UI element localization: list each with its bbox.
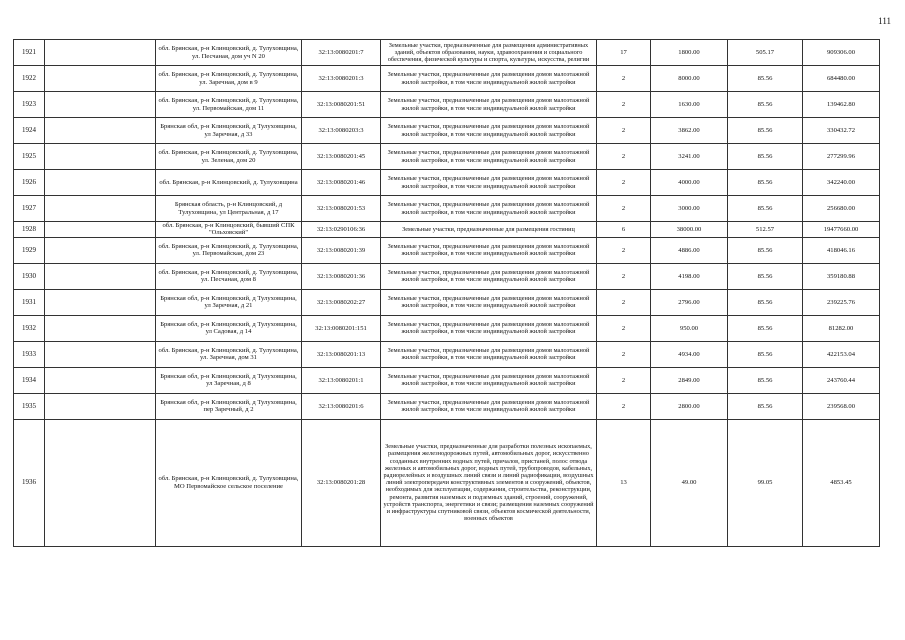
land-use-cell: Земельные участки, предназначенные для размещения домов малоэтажной жилой застройки, в том числе индивидуальной жилой застройки bbox=[381, 315, 597, 341]
table-row bbox=[14, 419, 880, 546]
address-cell: Брянская обл, р-н Клинцовский, д Тулуховщина, ул Заречная, д 21 bbox=[156, 289, 302, 315]
blank-cell bbox=[45, 237, 156, 263]
area-cell: 1800.00 bbox=[651, 40, 728, 66]
area-cell: 3241.00 bbox=[651, 144, 728, 170]
table-row bbox=[14, 144, 880, 170]
row-number: 1931 bbox=[14, 289, 45, 315]
address-cell: Брянская область, р-н Клинцовский, д Тулуховщина, ул Центральная, д 17 bbox=[156, 196, 302, 222]
row-number: 1922 bbox=[14, 66, 45, 92]
table-row bbox=[14, 40, 880, 66]
cadastral-value-cell: 359180.88 bbox=[803, 263, 880, 289]
blank-cell bbox=[45, 263, 156, 289]
cadastral-number-cell: 32:13:0290106:36 bbox=[302, 222, 381, 238]
land-use-cell: Земельные участки, предназначенные для размещения домов малоэтажной жилой застройки, в том числе индивидуальной жилой застройки bbox=[381, 367, 597, 393]
cadastral-value-cell: 243760.44 bbox=[803, 367, 880, 393]
table-row bbox=[14, 118, 880, 144]
group-cell: 2 bbox=[597, 144, 651, 170]
blank-cell bbox=[45, 118, 156, 144]
cadastral-number-cell: 32:13:0080201:45 bbox=[302, 144, 381, 170]
blank-cell bbox=[45, 419, 156, 546]
land-use-cell: Земельные участки, предназначенные для размещения домов малоэтажной жилой застройки, в том числе индивидуальной жилой застройки bbox=[381, 144, 597, 170]
area-cell: 2800.00 bbox=[651, 393, 728, 419]
land-use-cell: Земельные участки, предназначенные для размещения домов малоэтажной жилой застройки, в том числе индивидуальной жилой застройки bbox=[381, 118, 597, 144]
cadastral-value-table bbox=[13, 39, 880, 547]
cadastral-value-cell: 239225.76 bbox=[803, 289, 880, 315]
row-number: 1929 bbox=[14, 237, 45, 263]
row-number: 1926 bbox=[14, 170, 45, 196]
blank-cell bbox=[45, 144, 156, 170]
group-cell: 6 bbox=[597, 222, 651, 238]
cadastral-number-cell: 32:13:0080201:13 bbox=[302, 341, 381, 367]
area-cell: 2849.00 bbox=[651, 367, 728, 393]
row-number: 1921 bbox=[14, 40, 45, 66]
row-number: 1933 bbox=[14, 341, 45, 367]
cadastral-number-cell: 32:13:0080201:6 bbox=[302, 393, 381, 419]
rate-cell: 85.56 bbox=[728, 263, 803, 289]
cadastral-value-cell: 684480.00 bbox=[803, 66, 880, 92]
group-cell: 2 bbox=[597, 289, 651, 315]
cadastral-value-cell: 4853.45 bbox=[803, 419, 880, 546]
cadastral-number-cell: 32:13:0080201:39 bbox=[302, 237, 381, 263]
cadastral-value-cell: 277299.96 bbox=[803, 144, 880, 170]
land-use-cell: Земельные участки, предназначенные для размещения домов малоэтажной жилой застройки, в том числе индивидуальной жилой застройки bbox=[381, 92, 597, 118]
area-cell: 3862.00 bbox=[651, 118, 728, 144]
cadastral-value-cell: 909306.00 bbox=[803, 40, 880, 66]
row-number: 1935 bbox=[14, 393, 45, 419]
rate-cell: 85.56 bbox=[728, 289, 803, 315]
blank-cell bbox=[45, 40, 156, 66]
group-cell: 2 bbox=[597, 92, 651, 118]
land-use-cell: Земельные участки, предназначенные для размещения домов малоэтажной жилой застройки, в том числе индивидуальной жилой застройки bbox=[381, 263, 597, 289]
address-cell: обл. Брянская, р-н Клинцовский, д. Тулуховщина, ул. Зеленая, дом 20 bbox=[156, 144, 302, 170]
cadastral-number-cell: 32:13:0080201:7 bbox=[302, 40, 381, 66]
rate-cell: 85.56 bbox=[728, 144, 803, 170]
rate-cell: 85.56 bbox=[728, 367, 803, 393]
rate-cell: 505.17 bbox=[728, 40, 803, 66]
group-cell: 2 bbox=[597, 341, 651, 367]
area-cell: 4198.00 bbox=[651, 263, 728, 289]
blank-cell bbox=[45, 222, 156, 238]
cadastral-number-cell: 32:13:0080201:51 bbox=[302, 92, 381, 118]
group-cell: 2 bbox=[597, 315, 651, 341]
address-cell: Брянская обл, р-н Клинцовский, д Тулуховщина, ул Заречная, д 33 bbox=[156, 118, 302, 144]
address-cell: обл. Брянская, р-н Клинцовский, д. Тулуховщина, ул. Заречная, дом в 9 bbox=[156, 66, 302, 92]
rate-cell: 85.56 bbox=[728, 237, 803, 263]
cadastral-value-cell: 239568.00 bbox=[803, 393, 880, 419]
group-cell: 2 bbox=[597, 237, 651, 263]
table-row bbox=[14, 66, 880, 92]
blank-cell bbox=[45, 393, 156, 419]
area-cell: 4934.00 bbox=[651, 341, 728, 367]
cadastral-value-cell: 418046.16 bbox=[803, 237, 880, 263]
address-cell: Брянская обл, р-н Клинцовский, д Тулуховщина, ул Садовая, д 14 bbox=[156, 315, 302, 341]
table-row bbox=[14, 92, 880, 118]
land-use-cell: Земельные участки, предназначенные для размещения домов малоэтажной жилой застройки, в том числе индивидуальной жилой застройки bbox=[381, 289, 597, 315]
table-row bbox=[14, 341, 880, 367]
blank-cell bbox=[45, 196, 156, 222]
table-row bbox=[14, 196, 880, 222]
area-cell: 2796.00 bbox=[651, 289, 728, 315]
table-row bbox=[14, 367, 880, 393]
address-cell: Брянская обл, р-н Клинцовский, д Тулуховщина, пер Заречный, д 2 bbox=[156, 393, 302, 419]
address-cell: обл. Брянская, р-н Клинцовский, д. Тулуховщина, ул. Заречная, дом 31 bbox=[156, 341, 302, 367]
table-row bbox=[14, 237, 880, 263]
rate-cell: 85.56 bbox=[728, 341, 803, 367]
land-use-cell: Земельные участки, предназначенные для размещения домов малоэтажной жилой застройки, в том числе индивидуальной жилой застройки bbox=[381, 341, 597, 367]
cadastral-value-cell: 139462.80 bbox=[803, 92, 880, 118]
table-row bbox=[14, 393, 880, 419]
address-cell: обл. Брянская, р-н Клинцовский, д. Тулуховщина, ул. Песчаная, дом 8 bbox=[156, 263, 302, 289]
land-use-cell: Земельные участки, предназначенные для разработки полезных ископаемых, размещения железнодорожных путей, автомобильных дорог, искусственно созданных внутренних водных путей, причалов, пристаней, полос отвода железных и автомобильных дорог, водных путей, трубопроводов, кабельных, радиорелейных и воздушных линий связи и линий радиофикации, воздушных линий электропередачи конструктивных элементов и сооружений, объектов, необходимых для эксплуатации, содержания, строительства, реконструкции, ремонта, развития наземных и подземных зданий, строений, сооружений, устройств транспорта, энергетики и связи; размещения наземных сооружений и инфраструктуры спутниковой связи, объектов космической деятельности, военных объектов bbox=[381, 419, 597, 546]
blank-cell bbox=[45, 315, 156, 341]
blank-cell bbox=[45, 367, 156, 393]
rate-cell: 99.05 bbox=[728, 419, 803, 546]
land-use-cell: Земельные участки, предназначенные для размещения домов малоэтажной жилой застройки, в том числе индивидуальной жилой застройки bbox=[381, 66, 597, 92]
rate-cell: 512.57 bbox=[728, 222, 803, 238]
cadastral-value-cell: 330432.72 bbox=[803, 118, 880, 144]
group-cell: 2 bbox=[597, 170, 651, 196]
row-number: 1923 bbox=[14, 92, 45, 118]
rate-cell: 85.56 bbox=[728, 66, 803, 92]
group-cell: 2 bbox=[597, 393, 651, 419]
cadastral-number-cell: 32:13:0080201:46 bbox=[302, 170, 381, 196]
cadastral-number-cell: 32:13:0080201:53 bbox=[302, 196, 381, 222]
group-cell: 2 bbox=[597, 263, 651, 289]
group-cell: 2 bbox=[597, 118, 651, 144]
rate-cell: 85.56 bbox=[728, 196, 803, 222]
address-cell: обл. Брянская, р-н Клинцовский, д. Тулуховщина, ул. Песчаная, дом уч N 20 bbox=[156, 40, 302, 66]
land-use-cell: Земельные участки, предназначенные для размещения домов малоэтажной жилой застройки, в том числе индивидуальной жилой застройки bbox=[381, 170, 597, 196]
group-cell: 2 bbox=[597, 367, 651, 393]
area-cell: 4886.00 bbox=[651, 237, 728, 263]
table-row bbox=[14, 289, 880, 315]
address-cell: обл. Брянская, р-н Клинцовский, д. Тулуховщина bbox=[156, 170, 302, 196]
row-number: 1924 bbox=[14, 118, 45, 144]
land-use-cell: Земельные участки, предназначенные для размещения административных зданий, объектов образования, науки, здравоохранения и социального обеспечения, физической культуры и спорта, культуры, искусства, религии bbox=[381, 40, 597, 66]
row-number: 1936 bbox=[14, 419, 45, 546]
rate-cell: 85.56 bbox=[728, 118, 803, 144]
blank-cell bbox=[45, 92, 156, 118]
cadastral-value-cell: 256680.00 bbox=[803, 196, 880, 222]
rate-cell: 85.56 bbox=[728, 393, 803, 419]
address-cell: обл. Брянская, р-н Клинцовский, д. Тулуховщина, ул. Первомайская, дом 11 bbox=[156, 92, 302, 118]
table-row bbox=[14, 263, 880, 289]
area-cell: 49.00 bbox=[651, 419, 728, 546]
blank-cell bbox=[45, 341, 156, 367]
cadastral-value-cell: 19477660.00 bbox=[803, 222, 880, 238]
blank-cell bbox=[45, 170, 156, 196]
row-number: 1930 bbox=[14, 263, 45, 289]
area-cell: 3000.00 bbox=[651, 196, 728, 222]
area-cell: 8000.00 bbox=[651, 66, 728, 92]
cadastral-number-cell: 32:13:0080201:151 bbox=[302, 315, 381, 341]
area-cell: 950.00 bbox=[651, 315, 728, 341]
rate-cell: 85.56 bbox=[728, 92, 803, 118]
land-use-cell: Земельные участки, предназначенные для размещения гостиниц bbox=[381, 222, 597, 238]
area-cell: 38000.00 bbox=[651, 222, 728, 238]
address-cell: обл. Брянская, р-н Клинцовский, д. Тулуховщина, МО Первомайское сельское поселение bbox=[156, 419, 302, 546]
blank-cell bbox=[45, 289, 156, 315]
cadastral-number-cell: 32:13:0080201:1 bbox=[302, 367, 381, 393]
cadastral-value-cell: 422153.04 bbox=[803, 341, 880, 367]
land-use-cell: Земельные участки, предназначенные для размещения домов малоэтажной жилой застройки, в том числе индивидуальной жилой застройки bbox=[381, 196, 597, 222]
row-number: 1932 bbox=[14, 315, 45, 341]
cadastral-number-cell: 32:13:0080201:36 bbox=[302, 263, 381, 289]
row-number: 1927 bbox=[14, 196, 45, 222]
cadastral-number-cell: 32:13:0080203:3 bbox=[302, 118, 381, 144]
land-use-cell: Земельные участки, предназначенные для размещения домов малоэтажной жилой застройки, в том числе индивидуальной жилой застройки bbox=[381, 237, 597, 263]
group-cell: 2 bbox=[597, 196, 651, 222]
land-use-cell: Земельные участки, предназначенные для размещения домов малоэтажной жилой застройки, в том числе индивидуальной жилой застройки bbox=[381, 393, 597, 419]
blank-cell bbox=[45, 66, 156, 92]
cadastral-number-cell: 32:13:0080202:27 bbox=[302, 289, 381, 315]
table-row bbox=[14, 315, 880, 341]
row-number: 1934 bbox=[14, 367, 45, 393]
address-cell: обл. Брянская, р-н Клинцовский, д. Тулуховщина, ул. Первомайская, дом 23 bbox=[156, 237, 302, 263]
group-cell: 13 bbox=[597, 419, 651, 546]
cadastral-number-cell: 32:13:0080201:3 bbox=[302, 66, 381, 92]
group-cell: 2 bbox=[597, 66, 651, 92]
cadastral-number-cell: 32:13:0080201:28 bbox=[302, 419, 381, 546]
group-cell: 17 bbox=[597, 40, 651, 66]
cadastral-value-cell: 81282.00 bbox=[803, 315, 880, 341]
address-cell: Брянская обл, р-н Клинцовский, д Тулуховщина, ул Заречная, д 8 bbox=[156, 367, 302, 393]
cadastral-value-cell: 342240.00 bbox=[803, 170, 880, 196]
rate-cell: 85.56 bbox=[728, 170, 803, 196]
area-cell: 1630.00 bbox=[651, 92, 728, 118]
row-number: 1925 bbox=[14, 144, 45, 170]
table-row bbox=[14, 222, 880, 238]
area-cell: 4000.00 bbox=[651, 170, 728, 196]
table-row bbox=[14, 170, 880, 196]
rate-cell: 85.56 bbox=[728, 315, 803, 341]
address-cell: обл. Брянская, р-н Клинцовский, бывший СПК "Ольховский" bbox=[156, 222, 302, 238]
page-number: 111 bbox=[878, 16, 891, 26]
row-number: 1928 bbox=[14, 222, 45, 238]
